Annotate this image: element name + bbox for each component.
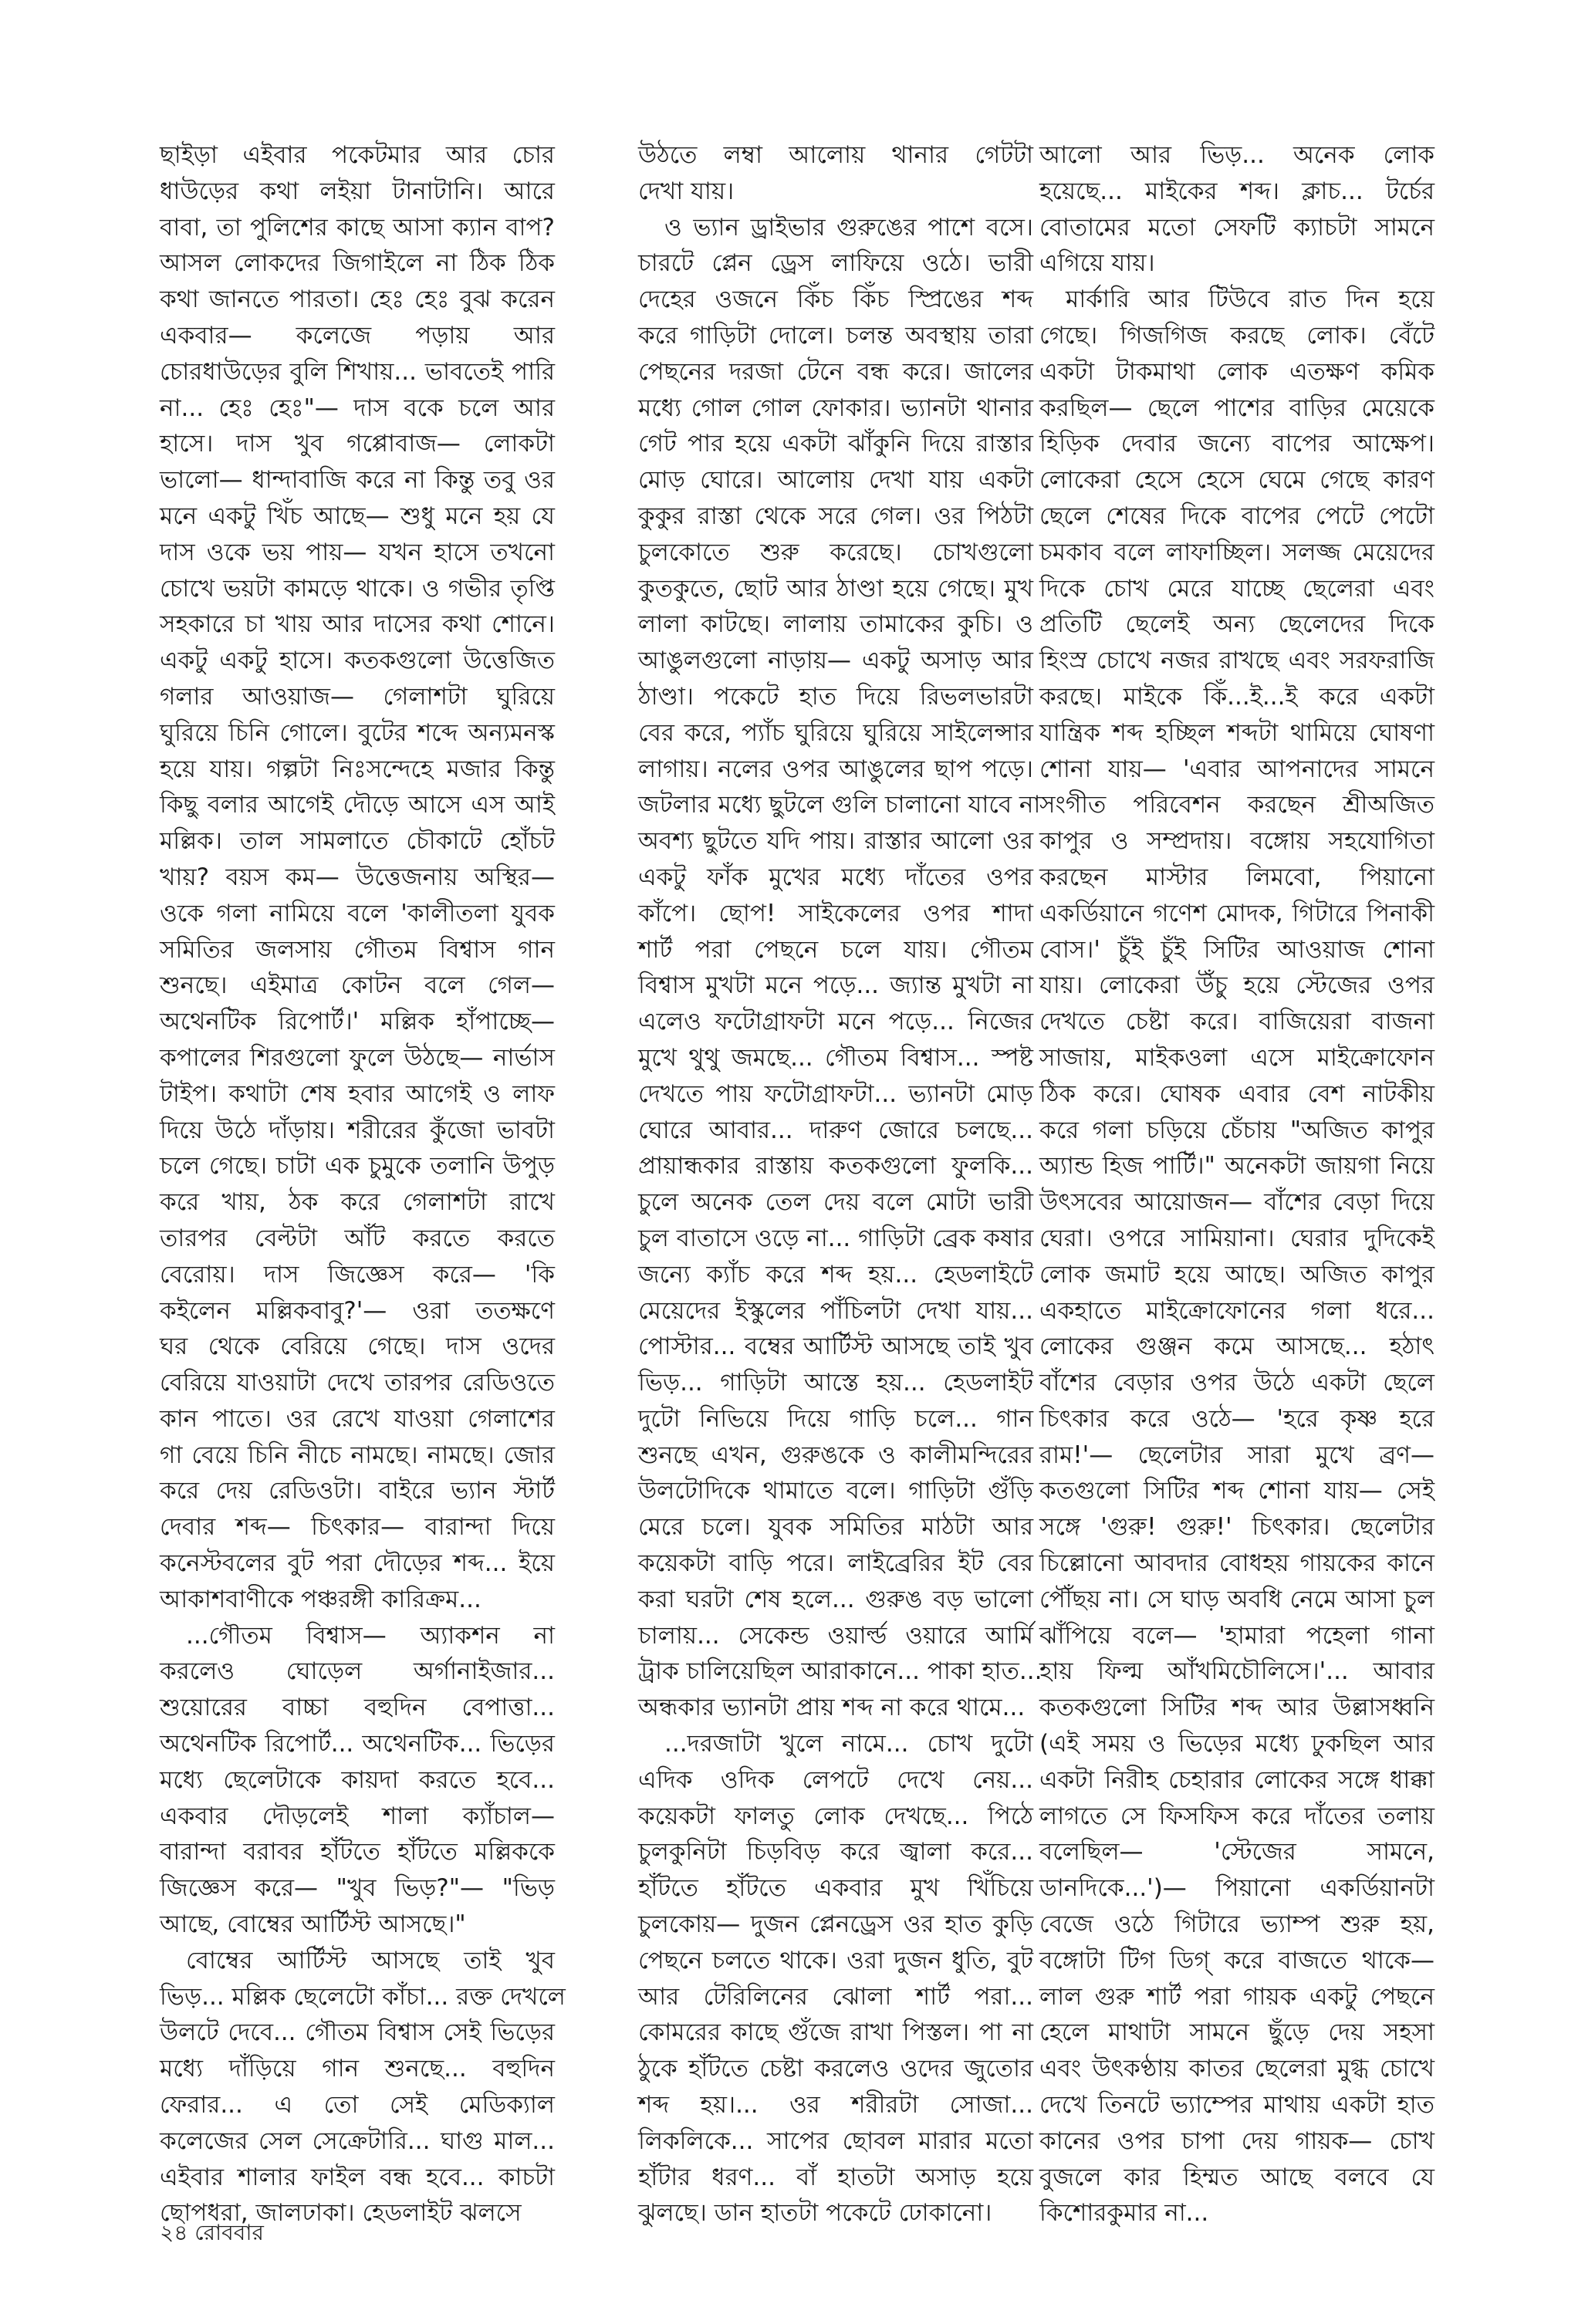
text-line: চারটে প্লেন ড্রেস লাফিয়ে ওঠে। ভারী: [638, 249, 1033, 278]
text-line: এগিয়ে যায়।: [1039, 249, 1155, 278]
page-footer: [160, 2216, 264, 2252]
paragraph: [160, 137, 555, 1618]
text-line: ঠুকে হাঁটতে চেষ্টা করলেও ওদের জুতোর: [638, 2055, 1033, 2083]
text-line: আছে, বোম্বের আর্টিস্ট আসছে।": [160, 1910, 466, 1939]
page-number: ২৪: [160, 2220, 188, 2245]
text-line: চোখে ভয়টা কামড়ে থাকে। ও গভীর তৃপ্তি: [160, 574, 555, 603]
text-line: লোকেরা হেসে হেসে ঘেমে গেছে কারণ: [1039, 466, 1434, 495]
text-line: ট্রাক চালিয়েছিল আরাকানে... পাকা হাত...: [638, 1657, 1042, 1686]
text-line: সহকারে চা খায় আর দাসের কথা শোনে।: [160, 610, 555, 639]
text-line: প্রায়ান্ধকার রাস্তায় কতকগুলো ফুলকি...: [638, 1152, 1033, 1181]
text-line: করা ঘরটা শেষ হলে... গুরুঙ বড় ভালো: [638, 1585, 1033, 1613]
text-line: গেছে। গিজগিজ করছে লোক। বেঁটে: [1039, 321, 1434, 350]
paragraph: [638, 210, 1042, 1726]
text-line: যান্ত্রিক শব্দ হচ্ছিল শব্দটা থামিয়ে ঘোষণা: [1039, 718, 1434, 747]
text-line: কাপুর ও সম্প্রদায়। বঙ্গোয় সহযোগিতা: [1039, 827, 1434, 856]
paragraph: [1039, 137, 1434, 282]
text-line: অ্যান্ড হিজ পার্টি।" অনেকটা জায়গা নিয়ে: [1039, 1152, 1434, 1181]
text-line: একটু একটু হাসে। কতকগুলো উত্তেজিত: [160, 647, 555, 675]
text-line: বাঁশের বেড়ার ওপর উঠে একটা ছেলে: [1039, 1369, 1434, 1397]
text-line: ফেরার... এ তো সেই মেডিক্যাল: [160, 2091, 555, 2120]
paragraph: [1039, 282, 1434, 2231]
text-line: লোক জমাট হয়ে আছে। অজিত কাপুর: [1039, 1260, 1434, 1289]
text-line: লোকের গুঞ্জন কমে আসছে... হঠাৎ: [1039, 1333, 1434, 1361]
text-line: লালা কাটছে। লালায় তামাকের কুচি। ও: [638, 610, 1033, 639]
text-line: চোরধাউড়ের বুলি শিখায়... ভাবতেই পারি: [160, 357, 555, 386]
text-line: দিয়ে উঠে দাঁড়ায়। শরীরের কুঁজো ভাবটা: [160, 1116, 555, 1144]
text-line: শার্ট পরা পেছনে চলে যায়। গৌতম: [638, 935, 1033, 964]
text-line: ঝুলছে। ডান হাতটা পকেটে ঢোকানো।: [638, 2199, 992, 2228]
text-line: মধ্যে দাঁড়িয়ে গান শুনছে... বহুদিন: [160, 2055, 555, 2083]
text-line: পেছনের দরজা টেনে বন্ধ করে। জালের: [638, 357, 1033, 386]
text-line: হেলে মাথাটা সামনে ছুঁড়ে দেয় সহসা: [1039, 2018, 1434, 2047]
text-line: ঠাণ্ডা। পকেটে হাত দিয়ে রিভলভারটা: [638, 682, 1033, 711]
text-line: অথেনটিক রিপোর্ট... অথেনটিক... ভিড়ের: [160, 1730, 555, 1758]
text-line: না... হেঃ হেঃ"— দাস বকে চলে আর: [160, 394, 555, 422]
text-line: ঝাঁপিয়ে বলে— 'হামারা পহেলা গানা: [1039, 1621, 1434, 1650]
text-line: গা বেয়ে চিনি নীচে নামছে। নামছে। জোর: [160, 1441, 555, 1469]
text-line: কলেজের সেল সেক্রেটারি... ঘাগু মাল...: [160, 2126, 555, 2155]
text-line: আঙুলগুলো নাড়ায়— একটু অসাড় আর: [638, 647, 1033, 675]
text-line: হাঁটতে হাঁটতে একবার মুখ খিঁচিয়ে: [638, 1874, 1033, 1903]
text-line: চিল্লোনো আবদার বোধহয় গায়কের কানে: [1039, 1549, 1434, 1578]
text-line: হয়েছে... মাইকের শব্দ। ক্লাচ... টর্চের: [1039, 177, 1434, 205]
text-line: কুতকুতে, ছোট আর ঠাণ্ডা হয়ে গেছে। মুখ: [638, 574, 1033, 603]
text-line: দেখতে চেষ্টা করে। বাজিয়েরা বাজনা: [1039, 1008, 1434, 1036]
text-line: কিছু বলার আগেই দৌড়ে আসে এস আই: [160, 791, 555, 819]
text-line: শুয়োরের বাচ্চা বহুদিন বেপাত্তা...: [160, 1694, 555, 1722]
paragraph: [638, 1726, 1033, 2231]
text-line: হাসে। দাস খুব গপ্পোবাজ— লোকটা: [160, 430, 555, 458]
text-column-3: [1039, 137, 1434, 2231]
text-line: দেবার শব্দ— চিৎকার— বারান্দা দিয়ে: [160, 1513, 555, 1542]
text-line: লাগতে সে ফিসফিস করে দাঁতের তলায়: [1039, 1802, 1434, 1830]
magazine-name: রোববার: [194, 2220, 264, 2245]
text-line: একটা টাকমাথা লোক এতক্ষণ কমিক: [1039, 357, 1434, 386]
text-line: আসল লোকদের জিগাইলে না ঠিক ঠিক: [160, 249, 555, 278]
text-line: হিড়িক দেবার জন্যে বাপের আক্ষেপ।: [1039, 430, 1434, 458]
text-line: দিকে চোখ মেরে যাচ্ছে ছেলেরা এবং: [1039, 574, 1434, 603]
text-line: কুকুর রাস্তা থেকে সরে গেল। ওর পিঠটা: [638, 502, 1033, 530]
text-line: কানের ওপর চাপা দেয় গায়ক— চোখ: [1039, 2126, 1434, 2155]
text-line: দেখতে পায় ফটোগ্রাফটা... ভ্যানটা মোড়: [638, 1079, 1033, 1108]
text-line: রাম!'— ছেলেটার সারা মুখে ব্রণ—: [1039, 1441, 1434, 1469]
text-line: প্রতিটি ছেলেই অন্য ছেলেদের দিকে: [1039, 610, 1434, 639]
text-line: এইবার শালার ফাইল বন্ধ হবে... কাচটা: [160, 2163, 555, 2191]
text-line: কিশোরকুমার না...: [1039, 2199, 1209, 2228]
text-line: হায় ফিল্ম আঁখমিচৌলিসে।'... আবার: [1039, 1657, 1434, 1686]
text-line: কান পাতে। ওর রেখে যাওয়া গেলাশের: [160, 1404, 555, 1433]
text-line: কাঁপে। ছোপ! সাইকেলের ওপর শাদা: [638, 899, 1033, 927]
text-line: করছেন মাস্টার লিমবো, পিয়ানো: [1039, 863, 1434, 891]
text-line: সাজায়, মাইকওলা এসে মাইক্রোফোন: [1039, 1043, 1434, 1072]
text-line: পৌঁছয় না। সে ঘাড় অবধি নেমে আসা চুল: [1039, 1585, 1434, 1613]
text-line: দাস ওকে ভয় পায়— যখন হাসে তখনো: [160, 538, 555, 566]
text-line: চলে গেছে। চাটা এক চুমুকে তলানি উপুড়: [160, 1152, 555, 1181]
text-line: হয়ে যায়। গল্পটা নিঃসন্দেহে মজার কিন্তু: [160, 755, 555, 783]
text-line: তারপর বেল্টটা আঁট করতে করতে: [160, 1224, 555, 1252]
text-line: ভিড়... গাড়িটা আস্তে হয়... হেডলাইট: [638, 1369, 1033, 1397]
text-line: সংগীত পরিবেশন করছেন শ্রীঅজিত: [1039, 791, 1434, 819]
text-line: (এই সময় ও ভিড়ের মধ্যে ঢুকছিল আর: [1039, 1730, 1434, 1758]
text-line: লাগায়। নলের ওপর আঙুলের ছাপ পড়ে।: [638, 755, 1033, 783]
text-line: মেরে চলে। যুবক সমিতির মাঠটা আর: [638, 1513, 1033, 1542]
text-line: জটলার মধ্যে ছুটলে গুলি চালানো যাবে না: [638, 791, 1041, 819]
text-line: কয়েকটা ফালতু লোক দেখছে... পিঠে: [638, 1802, 1033, 1830]
text-line: বিশ্বাস মুখটা মনে পড়ে... জ্যান্ত মুখটা না: [638, 971, 1033, 1000]
text-line: বঙ্গোটা টিগ ডিগ্ করে বাজতে থাকে—: [1039, 1946, 1434, 1974]
text-line: একবার— কলেজে পড়ায় আর: [160, 321, 555, 350]
text-line: করে দেয় রেডিওটা। বাইরে ভ্যান স্টার্ট: [160, 1477, 555, 1505]
text-line: চুলে অনেক তেল দেয় বলে মোটা ভারী: [638, 1188, 1033, 1217]
text-line: হিংস্র চোখে নজর রাখছে এবং সরফরাজি: [1039, 647, 1434, 675]
text-line: অন্ধকার ভ্যানটা প্রায় শব্দ না করে থামে...: [638, 1694, 1026, 1722]
text-line: মোড় ঘোরে। আলোয় দেখা যায় একটা: [638, 466, 1033, 495]
text-line: করছিল— ছেলে পাশের বাড়ির মেয়েকে: [1039, 394, 1434, 422]
text-line: ছেলে শেষের দিকে বাপের পেটে পেটো: [1039, 502, 1434, 530]
text-line: লাল গুরু শার্ট পরা গায়ক একটু পেছনে: [1039, 1982, 1434, 2011]
text-line: গেট পার হয়ে একটা ঝাঁকুনি দিয়ে রাস্তার: [638, 430, 1033, 458]
text-line: চিৎকার করে ওঠে— 'হরে কৃষ্ণ হরে: [1039, 1404, 1434, 1433]
text-line: একটু ফাঁক মুখের মধ্যে দাঁতের ওপর: [638, 863, 1033, 891]
text-line: ঘেরা। ওপরে সামিয়ানা। ঘেরার দুদিকেই: [1039, 1224, 1434, 1252]
paragraph: [160, 1943, 566, 2231]
text-line: কথা জানতে পারতা। হেঃ হেঃ বুঝ করেন: [160, 285, 555, 314]
text-line: হাঁটার ধরণ... বাঁ হাতটা অসাড় হয়ে: [638, 2163, 1033, 2191]
text-line: ছোপধরা, জালঢাকা। হেডলাইট ঝলসে: [160, 2199, 522, 2228]
text-line: ...গৌতম বিশ্বাস— অ্যাকশন না: [186, 1621, 555, 1650]
text-line: দেখে তিনটে ভ্যাম্পের মাথায় একটা হাত: [1039, 2091, 1434, 2120]
text-line: দুটো নিভিয়ে দিয়ে গাড়ি চলে... গান: [638, 1404, 1033, 1433]
text-line: উঠতে লম্বা আলোয় থানার গেটটা: [638, 141, 1033, 169]
paragraph: [638, 137, 1033, 210]
text-column-2: [638, 137, 1042, 2231]
text-line: এলেও ফটোগ্রাফটা মনে পড়ে... নিজের: [638, 1008, 1033, 1036]
text-line: করে গলা চড়িয়ে চেঁচায় "অজিত কাপুর: [1039, 1116, 1434, 1144]
text-line: ছাইড়া এইবার পকেটমার আর চোর: [160, 141, 555, 169]
text-line: কপালের শিরগুলো ফুলে উঠছে— নার্ভাস: [160, 1043, 555, 1072]
text-line: কতগুলো সিটির শব্দ শোনা যায়— সেই: [1039, 1477, 1434, 1505]
text-line: মধ্যে ছেলেটাকে কায়দা করতে হবে...: [160, 1765, 555, 1794]
text-line: করলেও ঘোড়েল অর্গানাইজার...: [160, 1657, 555, 1686]
text-line: বের করে, প্যাঁচ ঘুরিয়ে ঘুরিয়ে সাইলেন্সার: [638, 718, 1033, 747]
text-line: কোমরের কাছে গুঁজে রাখা পিস্তল। পা না: [638, 2018, 1033, 2047]
text-line: বোস।' চুঁই চুঁই সিটির আওয়াজ শোনা: [1039, 935, 1434, 964]
text-line: শোনা যায়— 'এবার আপনাদের সামনে: [1039, 755, 1434, 783]
text-line: কতকগুলো সিটির শব্দ আর উল্লাসধ্বনি: [1039, 1694, 1434, 1722]
text-line: বোম্বের আর্টিস্ট আসছে তাই খুব: [186, 1946, 555, 1974]
text-line: একর্ডিয়ানে গণেশ মোদক, গিটারে পিনাকী: [1039, 899, 1434, 927]
text-line: বারান্দা বরাবর হাঁটতে হাঁটতে মল্লিককে: [160, 1838, 555, 1866]
text-line: চুল বাতাসে ওড়ে না... গাড়িটা ব্রেক কষার: [638, 1224, 1034, 1252]
text-line: ডানদিকে...')— পিয়ানো একর্ডিয়ানটা: [1039, 1874, 1434, 1903]
text-line: একটা নিরীহ চেহারার লোকের সঙ্গে ধাক্কা: [1039, 1765, 1434, 1794]
text-line: বাবা, তা পুলিশের কাছে আসা ক্যান বাপ?: [160, 213, 555, 242]
text-line: মার্কারি আর টিউবে রাত দিন হয়ে: [1066, 285, 1434, 314]
text-line: উলটোদিকে থামাতে বলে। গাড়িটা গুঁড়ি: [638, 1477, 1033, 1505]
text-line: একবার দৌড়লেই শালা ক্যাঁচাল—: [160, 1802, 555, 1830]
text-line: করে গাড়িটা দোলে। চলন্ত অবস্থায় তারা: [638, 321, 1033, 350]
text-line: একহাতে মাইক্রোফোনের গলা ধরে...: [1039, 1296, 1434, 1325]
text-line: বুজলে কার হিম্মত আছে বলবে যে: [1039, 2163, 1434, 2191]
text-line: দেখা যায়।: [638, 177, 735, 205]
text-line: গলার আওয়াজ— গেলাশটা ঘুরিয়ে: [160, 682, 555, 711]
text-line: সমিতির জলসায় গৌতম বিশ্বাস গান: [160, 935, 555, 964]
text-line: খায়? বয়স কম— উত্তেজনায় অস্থির—: [160, 863, 555, 891]
text-line: উলটে দেবে... গৌতম বিশ্বাস সেই ভিড়ের: [160, 2018, 555, 2047]
text-line: জিজ্ঞেস করে— "খুব ভিড়?"— "ভিড়: [160, 1874, 555, 1903]
text-line: এবং উৎকণ্ঠায় কাতর ছেলেরা মুগ্ধ চোখে: [1039, 2055, 1434, 2083]
text-line: মুখে থুথু জমছে... গৌতম বিশ্বাস... স্পষ্ট: [638, 1043, 1033, 1072]
text-line: মনে একটু খিঁচ আছে— শুধু মনে হয় যে: [160, 502, 555, 530]
text-line: অবশ্য ছুটতে যদি পায়। রাস্তার আলো ওর: [638, 827, 1033, 856]
text-line: আলো আর ভিড়... অনেক লোক: [1039, 141, 1434, 169]
text-line: ঘর থেকে বেরিয়ে গেছে। দাস ওদের: [160, 1333, 555, 1361]
text-line: বলেছিল— 'স্টেজের সামনে,: [1039, 1838, 1434, 1866]
text-line: কনেস্টবলের বুট পরা দৌড়ের শব্দ... ইয়ে: [160, 1549, 555, 1578]
text-line: ধাউড়ের কথা লইয়া টানাটানি। আরে: [160, 177, 555, 205]
text-line: কয়েকটা বাড়ি পরে। লাইব্রেরির ইট বের: [638, 1549, 1033, 1578]
text-line: ওকে গলা নামিয়ে বলে 'কালীতলা যুবক: [160, 899, 555, 927]
text-line: ও ভ্যান ড্রাইভার গুরুঙের পাশে বসে।: [664, 213, 1033, 242]
text-line: ঘোরে আবার... দারুণ জোরে চলছে...: [638, 1116, 1033, 1144]
text-line: ঘুরিয়ে চিনি গোলে। বুটের শব্দে অন্যমনস্ক: [160, 718, 555, 747]
text-line: চুলকোয়— দুজন প্লেনড্রেস ওর হাত কুড়ি: [638, 1910, 1033, 1939]
text-line: চমকাব বলে লাফাচ্ছিল। সলজ্জ মেয়েদের: [1039, 538, 1434, 566]
text-line: টাইপ। কথাটা শেষ হবার আগেই ও লাফ: [160, 1079, 555, 1108]
text-line: শুনছে এখন, গুরুঙকে ও কালীমন্দিরের: [638, 1441, 1033, 1469]
text-line: করে খায়, ঠক করে গেলাশটা রাখে: [160, 1188, 555, 1217]
text-line: মধ্যে গোল গোল ফোকার। ভ্যানটা থানার: [638, 394, 1033, 422]
text-line: মেয়েদের ইস্কুলের পাঁচিলটা দেখা যায়...: [638, 1296, 1033, 1325]
text-line: কইলেন মল্লিকবাবু?'— ওরা ততক্ষণে: [160, 1296, 555, 1325]
text-line: অথেনটিক রিপোর্ট।' মল্লিক হাঁপাচ্ছে—: [160, 1008, 555, 1036]
text-line: আর টেরিলিনের ঝোলা শার্ট পরা...: [638, 1982, 1033, 2011]
text-line: আকাশবাণীকে পঞ্চরঙ্গী কারিক্রম...: [160, 1585, 482, 1613]
text-line: পেছনে চলতে থাকে। ওরা দুজন ধুতি, বুট: [638, 1946, 1033, 1974]
text-line: পোস্টার... বম্বের আর্টিস্ট আসছে তাই খুব: [638, 1333, 1033, 1361]
paragraph: [160, 1618, 555, 1943]
text-line: ভিড়... মল্লিক ছেলেটো কাঁচা... রক্ত দেখলে: [160, 1982, 566, 2011]
text-column-1: [160, 137, 566, 2231]
text-line: দেহের ওজনে কিঁচ কিঁচ স্প্রিঙের শব্দ: [638, 285, 1033, 314]
text-line: চালায়... সেকেন্ড ওয়ার্ল্ড ওয়ারে আর্মি: [638, 1621, 1033, 1650]
text-line: করছে। মাইকে কিঁ...ই...ই করে একটা: [1039, 682, 1434, 711]
text-line: শব্দ হয়।... ওর শরীরটা সোজা...: [638, 2091, 1033, 2120]
text-line: মল্লিক। তাল সামলাতে চৌকাটে হোঁচট: [160, 827, 555, 856]
text-line: বোতামের মতো সেফটি ক্যাচটা সামনে: [1039, 213, 1434, 242]
text-line: যায়। লোকেরা উঁচু হয়ে স্টেজের ওপর: [1039, 971, 1434, 1000]
text-line: বেজে ওঠে গিটারে ভ্যাম্প শুরু হয়,: [1039, 1910, 1434, 1939]
text-line: উৎসবের আয়োজন— বাঁশের বেড়া দিয়ে: [1039, 1188, 1434, 1217]
text-line: লিকলিকে... সাপের ছোবল মারার মতো: [638, 2126, 1033, 2155]
text-line: বেরিয়ে যাওয়াটা দেখে তারপর রেডিওতে: [160, 1369, 555, 1397]
text-line: এদিক ওদিক লেপটে দেখে নেয়...: [638, 1765, 1033, 1794]
text-line: ভালো— ধান্দাবাজি করে না কিন্তু তবু ওর: [160, 466, 555, 495]
text-line: ...দরজাটা খুলে নামে... চোখ দুটো: [664, 1730, 1033, 1758]
text-line: শুনছে। এইমাত্র কোটন বলে গেল—: [160, 971, 555, 1000]
text-line: চুলকুনিটা চিড়বিড় করে জ্বালা করে...: [638, 1838, 1033, 1866]
text-line: সঙ্গে 'গুরু! গুরু!' চিৎকার। ছেলেটার: [1039, 1513, 1434, 1542]
text-line: ঠিক করে। ঘোষক এবার বেশ নাটকীয়: [1039, 1079, 1434, 1108]
text-line: চুলকোতে শুরু করেছে। চোখগুলো: [638, 538, 1033, 566]
text-line: জন্যে ক্যাঁচ করে শব্দ হয়... হেডলাইটে: [638, 1260, 1033, 1289]
text-line: বেরোয়। দাস জিজ্ঞেস করে— 'কি: [160, 1260, 555, 1289]
